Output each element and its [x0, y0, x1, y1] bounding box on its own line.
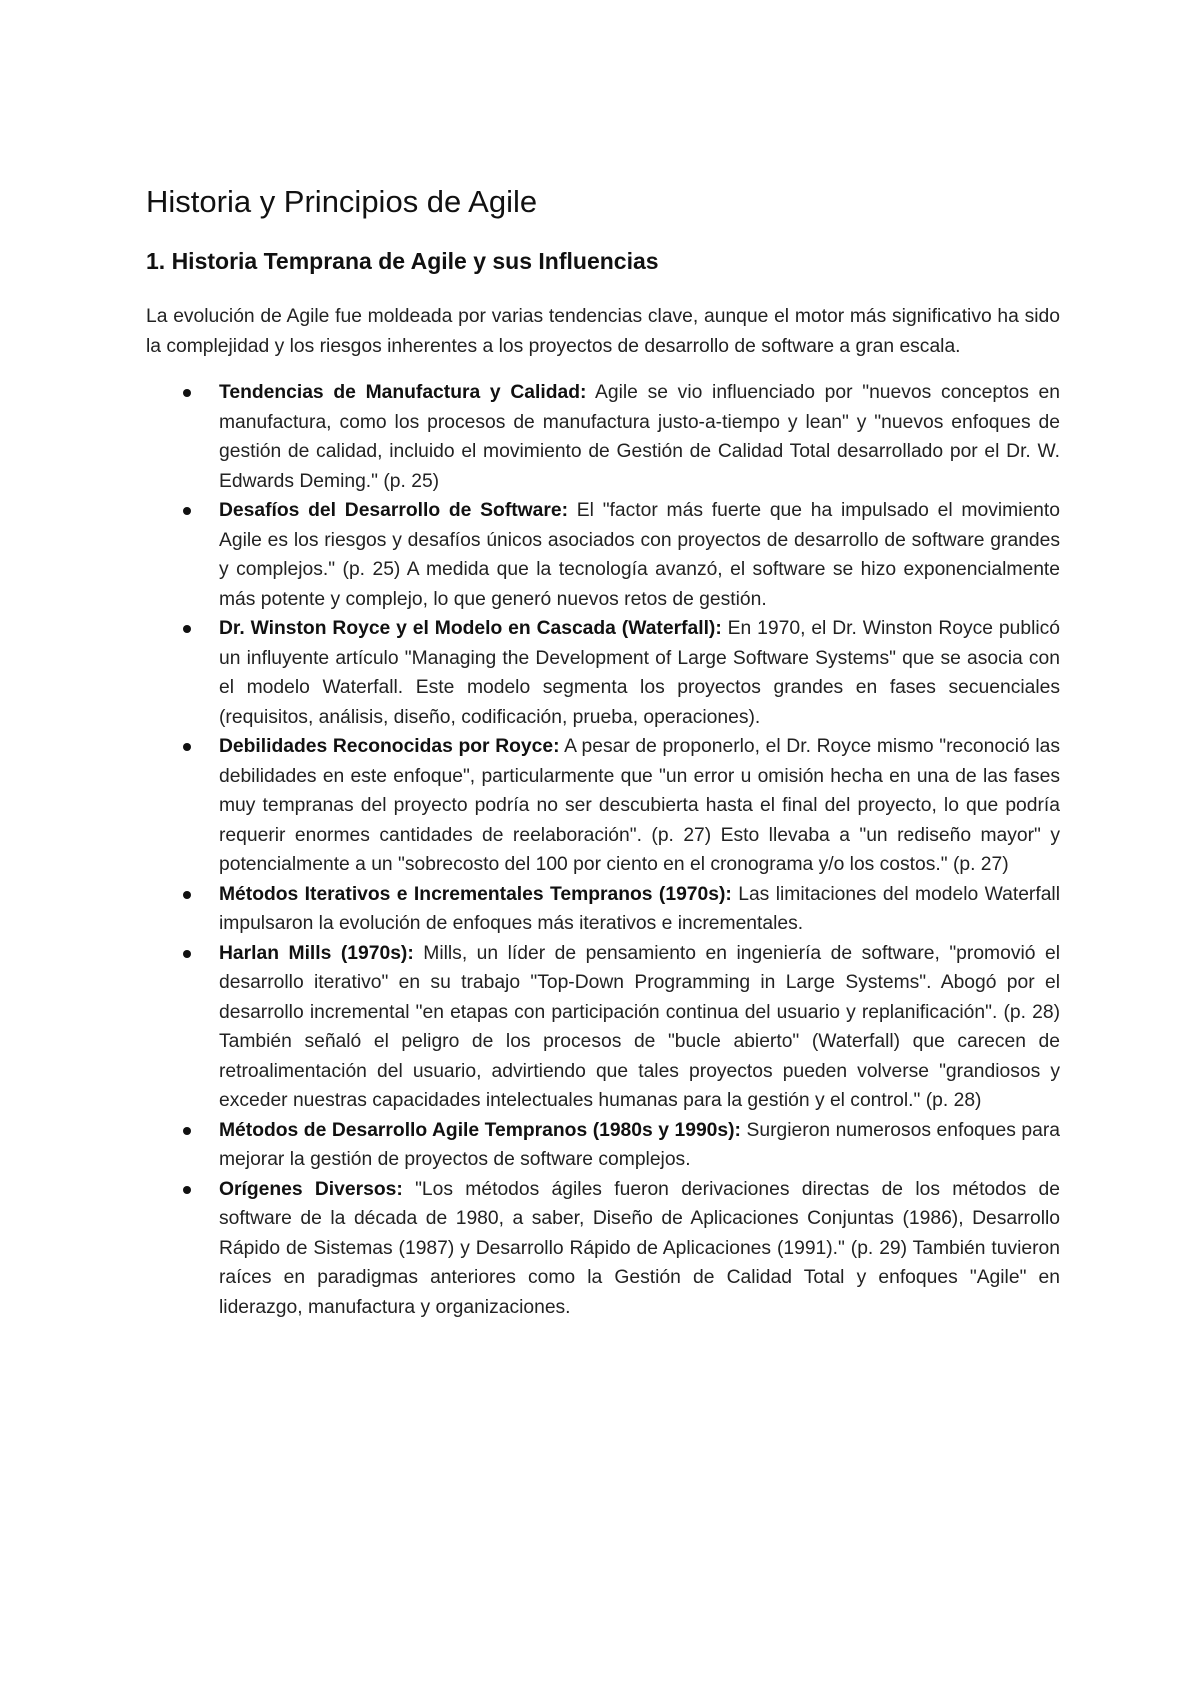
section-heading: 1. Historia Temprana de Agile y sus Influencias	[146, 248, 659, 274]
intro-paragraph: La evolución de Agile fue moldeada por varias tendencias clave, aunque el motor más significativo ha sido la complejidad y los riesgos inherentes a los proyectos de desarrollo de software a gran escala.	[146, 306, 1060, 357]
bullet-icon	[183, 891, 191, 899]
bullet-item	[146, 732, 1060, 880]
bullet-item	[146, 378, 1060, 496]
document-title: Historia y Principios de Agile	[146, 184, 538, 219]
bullet-icon	[183, 950, 191, 958]
bullet-term: Métodos Iterativos e Incrementales Tempranos (1970s):	[219, 883, 732, 905]
bullet-text: Mills, un líder de pensamiento en ingeniería de software, "promovió el desarrollo iterativo" en su trabajo "Top-Down Programming in Large Systems". Abogó por el desarrollo incremental "en etapas con participación continua del usuario y replanificación". (p. 28) También señaló el peligro de los procesos de "bucle abierto" (Waterfall) que carecen de retroalimentación del usuario, advirtiendo que tales proyectos pueden volverse "grandiosos y exceder nuestras capacidades intelectuales humanas para la gestión y el control." (p. 28)	[219, 942, 1060, 1111]
bullet-term: Debilidades Reconocidas por Royce:	[219, 736, 560, 757]
bullet-item	[146, 939, 1060, 1116]
bullet-term: Tendencias de Manufactura y Calidad:	[219, 382, 587, 403]
bullet-text: "Los métodos ágiles fueron derivaciones directas de los métodos de software de la década de 1980, a saber, Diseño de Aplicaciones Conjuntas (1986), Desarrollo Rápido de Sistemas (1987) y Desarrollo Rápido de Aplicaciones (1991)." (p. 29) También tuvieron raíces en paradigmas anteriores como la Gestión de Calidad Total y enfoques "Agile" en liderazgo, manufactura y organizaciones.	[219, 1178, 1060, 1318]
bullet-item	[146, 880, 1060, 939]
bullet-term: Métodos de Desarrollo Agile Tempranos (1980s y 1990s):	[219, 1119, 741, 1141]
bullet-icon	[183, 625, 191, 633]
bullet-term: Orígenes Diversos:	[219, 1178, 403, 1200]
bullet-icon	[183, 743, 191, 751]
bullet-term: Harlan Mills (1970s):	[219, 942, 414, 964]
bullet-item	[146, 614, 1060, 732]
bullet-item	[146, 1116, 1060, 1175]
bullet-text: Surgieron numerosos enfoques para mejorar la gestión de proyectos de software complejos.	[219, 1119, 1060, 1170]
bullet-term: Desafíos del Desarrollo de Software:	[219, 500, 569, 521]
bullet-text: El "factor más fuerte que ha impulsado el movimiento Agile es los riesgos y desafíos únicos asociados con proyectos de desarrollo de software grandes y complejos." (p. 25) A medida que la tecnología avanzó, el software se hizo exponencialmente más potente y complejo, lo que generó nuevos retos de gestión.	[219, 500, 1060, 610]
bullet-text: En 1970, el Dr. Winston Royce publicó un influyente artículo "Managing the Development of Large Software Systems" que se asocia con el modelo Waterfall. Este modelo segmenta los proyectos grandes en fases secuenciales (requisitos, análisis, diseño, codificación, prueba, operaciones).	[219, 618, 1060, 728]
bullet-icon	[183, 1127, 191, 1135]
bullet-item	[146, 1175, 1060, 1323]
bullet-icon	[183, 1186, 191, 1194]
bullet-icon	[183, 389, 191, 397]
bullet-icon	[183, 507, 191, 515]
bullet-term: Dr. Winston Royce y el Modelo en Cascada (Waterfall):	[219, 618, 722, 639]
document-page	[146, 180, 1060, 1322]
bullet-item	[146, 496, 1060, 614]
bullet-list	[146, 378, 1060, 1322]
bullet-text: Agile se vio influenciado por "nuevos conceptos en manufactura, como los procesos de manufactura justo-a-tiempo y lean" y "nuevos enfoques de gestión de calidad, incluido el movimiento de Gestión de Calidad Total desarrollado por el Dr. W. Edwards Deming." (p. 25)	[219, 382, 1060, 492]
bullet-text: Las limitaciones del modelo Waterfall impulsaron la evolución de enfoques más iterativos e incrementales.	[219, 883, 1060, 934]
bullet-text: A pesar de proponerlo, el Dr. Royce mismo "reconoció las debilidades en este enfoque", particularmente que "un error u omisión hecha en una de las fases muy tempranas del proyecto podría no ser descubierta hasta el final del proyecto, lo que podría requerir enormes cantidades de reelaboración". (p. 27) Esto llevaba a "un rediseño mayor" y potencialmente a un "sobrecosto del 100 por ciento en el cronograma y/o los costos." (p. 27)	[219, 736, 1060, 875]
